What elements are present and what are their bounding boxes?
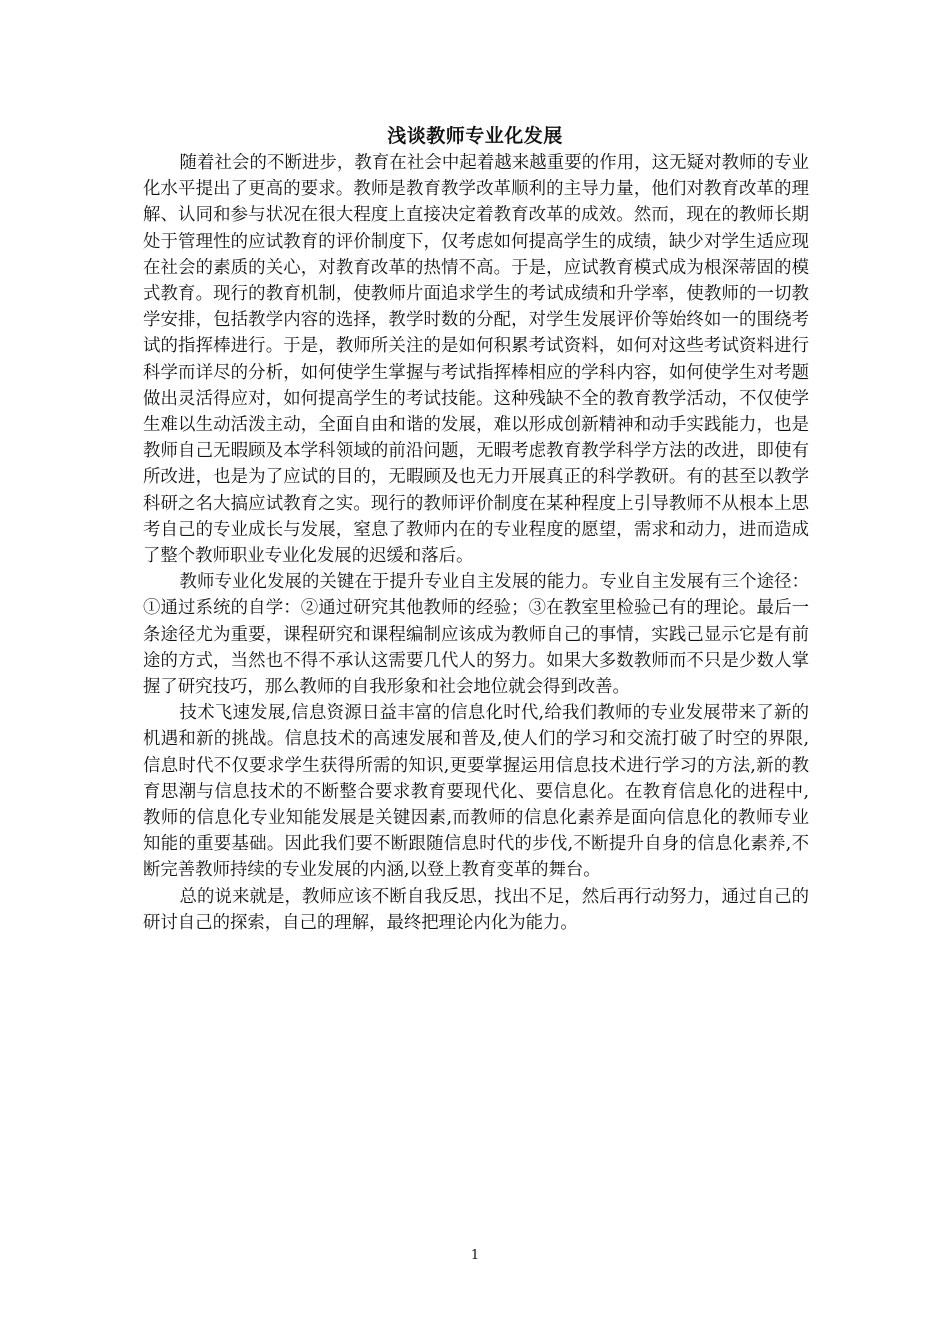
document-title: 浅谈教师专业化发展 bbox=[387, 125, 563, 147]
paragraph-information-technology: 技术飞速发展,信息资源日益丰富的信息化时代,给我们教师的专业发展带来了新的机遇和新的挑战。信息技术的高速发展和普及,使人们的学习和交流打破了时空的界限,信息时代不仅要求学生获得所需的知识,更要掌握运用信息技术进行学习的方法,新的教育思潮与信息技术的不断整合要求教育要现代化、要信息化。在教育信息化的进程中,教师的信息化专业知能发展是关键因素,而教师的信息化素养是面向信息化的教师专业知能的重要基础。因此我们要不断跟随信息时代的步伐,不断提升自身的信息化素养,不断完善教师持续的专业发展的内涵,以登上教育变革的舞台。 bbox=[143, 703, 809, 881]
document-body bbox=[143, 150, 809, 936]
page-number: 1 bbox=[470, 1248, 480, 1263]
paragraph-professional-autonomy: 教师专业化发展的关键在于提升专业自主发展的能力。专业自主发展有三个途径：①通过系统的自学：②通过研究其他教师的经验；③在教室里检验己有的理论。最后一条途径尤为重要，课程研究和课程编制应该成为教师自己的事情，实践己显示它是有前途的方式，当然也不得不承认这需要几代人的努力。如果大多数教师而不只是少数人掌握了研究技巧，那么教师的自我形象和社会地位就会得到改善。 bbox=[143, 572, 809, 698]
paragraph-conclusion: 总的说来就是，教师应该不断自我反思，找出不足，然后再行动努力，通过自己的研讨自己的探索，自己的理解，最终把理论内化为能力。 bbox=[143, 886, 809, 933]
paragraph-intro: 随着社会的不断进步，教育在社会中起着越来越重要的作用，这无疑对教师的专业化水平提出了更高的要求。教师是教育教学改革顺利的主导力量，他们对教育改革的理解、认同和参与状况在很大程度上直接决定着教育改革的成效。然而，现在的教师长期处于管理性的应试教育的评价制度下，仅考虑如何提高学生的成绩，缺少对学生适应现在社会的素质的关心，对教育改革的热情不高。于是，应试教育模式成为根深蒂固的模式教育。现行的教育机制，使教师片面追求学生的考试成绩和升学率，使教师的一切教学安排，包括教学内容的选择，教学时数的分配，对学生发展评价等始终如一的围绕考试的指挥棒进行。于是，教师所关注的是如何积累考试资料，如何对这些考试资料进行科学而详尽的分析，如何使学生掌握与考试指挥棒相应的学科内容，如何使学生对考题做出灵活得应对，如何提高学生的考试技能。这种残缺不全的教育教学活动，不仅使学生难以生动活泼主动，全面自由和谐的发展，难以形成创新精神和动手实践能力，也是教师自己无暇顾及本学科领域的前沿问题，无暇考虑教育教学科学方法的改进，即使有所改进，也是为了应试的目的，无暇顾及也无力开展真正的科学教研。有的甚至以教学科研之名大搞应试教育之实。现行的教师评价制度在某种程度上引导教师不从根本上思考自己的专业成长与发展，窒息了教师内在的专业程度的愿望，需求和动力，进而造成了整个教师职业专业化发展的迟缓和落后。 bbox=[143, 153, 809, 567]
